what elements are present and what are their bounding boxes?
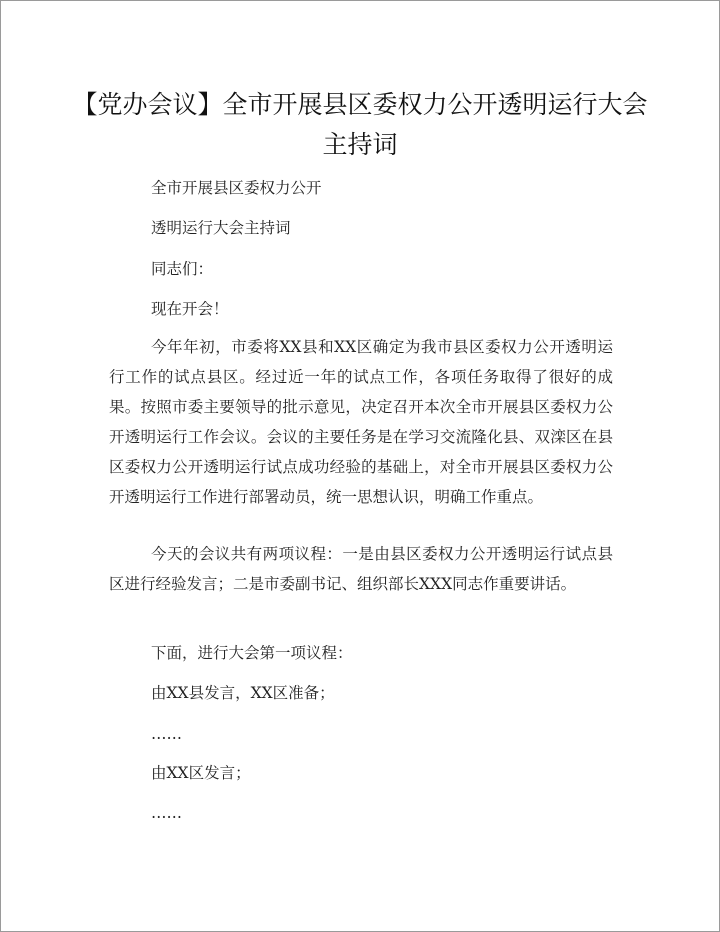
subtitle-line-2: 透明运行大会主持词 xyxy=(151,219,291,237)
salutation: 同志们： xyxy=(151,260,214,278)
paragraph-agenda: 今天的会议共有两项议程：一是由县区委权力公开透明运行试点县区进行经验发言；二是市委副书记、组织部长XXX同志作重要讲话。 xyxy=(109,545,613,593)
ellipsis-1: …… xyxy=(151,725,182,743)
speaker-line-1: 由XX县发言，XX区准备； xyxy=(151,684,335,702)
agenda-item-1-intro: 下面，进行大会第一项议程： xyxy=(151,644,353,662)
opening-line: 现在开会！ xyxy=(151,300,229,318)
speaker-line-2: 由XX区发言； xyxy=(151,764,251,782)
ellipsis-2: …… xyxy=(151,804,182,822)
paragraph-background: 今年年初，市委将XX县和XX区确定为我市县区委权力公开透明运行工作的试点县区。经过近一年的试点工作，各项任务取得了很好的成果。按照市委主要领导的批示意见，决定召开本次全市开展县区委权力公开透明运行工作会议。会议的主要任务是在学习交流隆化县、双滦区在县区委权力公开透明运行试点成功经验的基础上，对全市开展县区委权力公开透明运行工作进行部署动员，统一思想认识，明确工作重点。 xyxy=(109,338,613,506)
subtitle-line-1: 全市开展县区委权力公开 xyxy=(151,179,322,197)
document-title: 【党办会议】全市开展县区委权力公开透明运行大会主持词 xyxy=(72,90,648,159)
